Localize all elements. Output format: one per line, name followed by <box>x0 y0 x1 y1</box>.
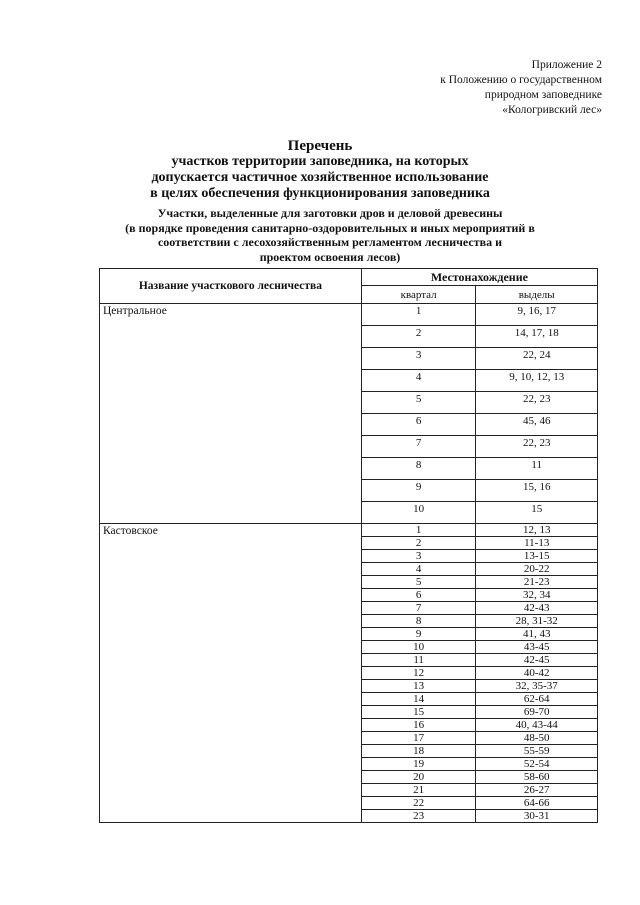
sections-cell: 13-15 <box>476 550 598 563</box>
sections-cell: 30-31 <box>476 810 598 823</box>
sections-cell: 12, 13 <box>476 524 598 537</box>
sections-cell: 43-45 <box>476 641 598 654</box>
sections-cell: 22, 24 <box>476 348 598 370</box>
forestry-name-cell: Центральное <box>100 304 362 524</box>
quarter-cell: 5 <box>361 392 476 414</box>
quarter-cell: 22 <box>361 797 476 810</box>
sections-cell: 32, 35-37 <box>476 680 598 693</box>
quarter-cell: 15 <box>361 706 476 719</box>
sections-cell: 42-45 <box>476 654 598 667</box>
title-line: Перечень <box>287 138 353 154</box>
quarter-cell: 4 <box>361 563 476 576</box>
quarter-cell: 2 <box>361 537 476 550</box>
table-caption <box>100 206 560 264</box>
sections-cell: 22, 23 <box>476 436 598 458</box>
quarter-cell: 1 <box>361 524 476 537</box>
quarter-cell: 9 <box>361 628 476 641</box>
sections-cell: 11-13 <box>476 537 598 550</box>
header-sections: выделы <box>476 286 598 304</box>
forestry-name-cell: Кастовское <box>100 524 362 823</box>
sections-cell: 52-54 <box>476 758 598 771</box>
quarter-cell: 11 <box>361 654 476 667</box>
appendix-line: к Положению о государственном <box>440 74 602 86</box>
quarter-cell: 14 <box>361 693 476 706</box>
quarter-cell: 19 <box>361 758 476 771</box>
sections-cell: 22, 23 <box>476 392 598 414</box>
quarter-cell: 8 <box>361 458 476 480</box>
sections-cell: 41, 43 <box>476 628 598 641</box>
quarter-cell: 17 <box>361 732 476 745</box>
header-forestry-name: Название участкового лесничества <box>100 269 362 304</box>
title-line: допускается частичное хозяйственное использование <box>151 170 489 185</box>
table-row <box>100 304 598 326</box>
sections-cell: 28, 31-32 <box>476 615 598 628</box>
sections-cell: 15 <box>476 502 598 524</box>
sections-cell: 58-60 <box>476 771 598 784</box>
sections-cell: 42-43 <box>476 602 598 615</box>
caption-line: Участки, выделенные для заготовки дров и деловой древесины <box>157 206 503 220</box>
sections-cell: 64-66 <box>476 797 598 810</box>
title-line: участков территории заповедника, на которых <box>171 154 469 169</box>
caption-line: соответствии с лесохозяйственным регламентом лесничества и <box>157 235 503 249</box>
title-line: в целях обеспечения функционирования заповедника <box>150 186 490 201</box>
sections-cell: 26-27 <box>476 784 598 797</box>
quarter-cell: 10 <box>361 641 476 654</box>
sections-cell: 20-22 <box>476 563 598 576</box>
quarter-cell: 10 <box>361 502 476 524</box>
sections-cell: 9, 16, 17 <box>476 304 598 326</box>
sections-cell: 45, 46 <box>476 414 598 436</box>
quarter-cell: 16 <box>361 719 476 732</box>
header-location: Местонахождение <box>361 269 597 286</box>
quarter-cell: 12 <box>361 667 476 680</box>
quarter-cell: 18 <box>361 745 476 758</box>
quarter-cell: 23 <box>361 810 476 823</box>
quarter-cell: 2 <box>361 326 476 348</box>
quarter-cell: 1 <box>361 304 476 326</box>
quarter-cell: 6 <box>361 414 476 436</box>
forestry-sections-table <box>99 268 598 823</box>
header-quarter: квартал <box>361 286 476 304</box>
sections-cell: 69-70 <box>476 706 598 719</box>
caption-line: проектом освоения лесов) <box>259 249 401 264</box>
quarter-cell: 4 <box>361 370 476 392</box>
sections-cell: 21-23 <box>476 576 598 589</box>
quarter-cell: 9 <box>361 480 476 502</box>
sections-cell: 15, 16 <box>476 480 598 502</box>
sections-cell: 40, 43-44 <box>476 719 598 732</box>
sections-cell: 9, 10, 12, 13 <box>476 370 598 392</box>
quarter-cell: 6 <box>361 589 476 602</box>
quarter-cell: 21 <box>361 784 476 797</box>
quarter-cell: 20 <box>361 771 476 784</box>
sections-cell: 32, 34 <box>476 589 598 602</box>
sections-cell: 55-59 <box>476 745 598 758</box>
sections-cell: 14, 17, 18 <box>476 326 598 348</box>
appendix-note <box>342 58 602 118</box>
quarter-cell: 7 <box>361 602 476 615</box>
document-title <box>0 138 640 202</box>
sections-cell: 11 <box>476 458 598 480</box>
appendix-line: Приложение 2 <box>531 59 602 71</box>
quarter-cell: 3 <box>361 348 476 370</box>
table-row <box>100 524 598 537</box>
quarter-cell: 3 <box>361 550 476 563</box>
quarter-cell: 5 <box>361 576 476 589</box>
appendix-line: «Кологривский лес» <box>502 104 602 116</box>
appendix-line: природном заповеднике <box>484 89 602 101</box>
sections-cell: 62-64 <box>476 693 598 706</box>
table-body <box>100 304 598 823</box>
quarter-cell: 8 <box>361 615 476 628</box>
sections-cell: 40-42 <box>476 667 598 680</box>
sections-cell: 48-50 <box>476 732 598 745</box>
quarter-cell: 7 <box>361 436 476 458</box>
caption-line: (в порядке проведения санитарно-оздоровительных и иных мероприятий в <box>125 220 535 235</box>
quarter-cell: 13 <box>361 680 476 693</box>
